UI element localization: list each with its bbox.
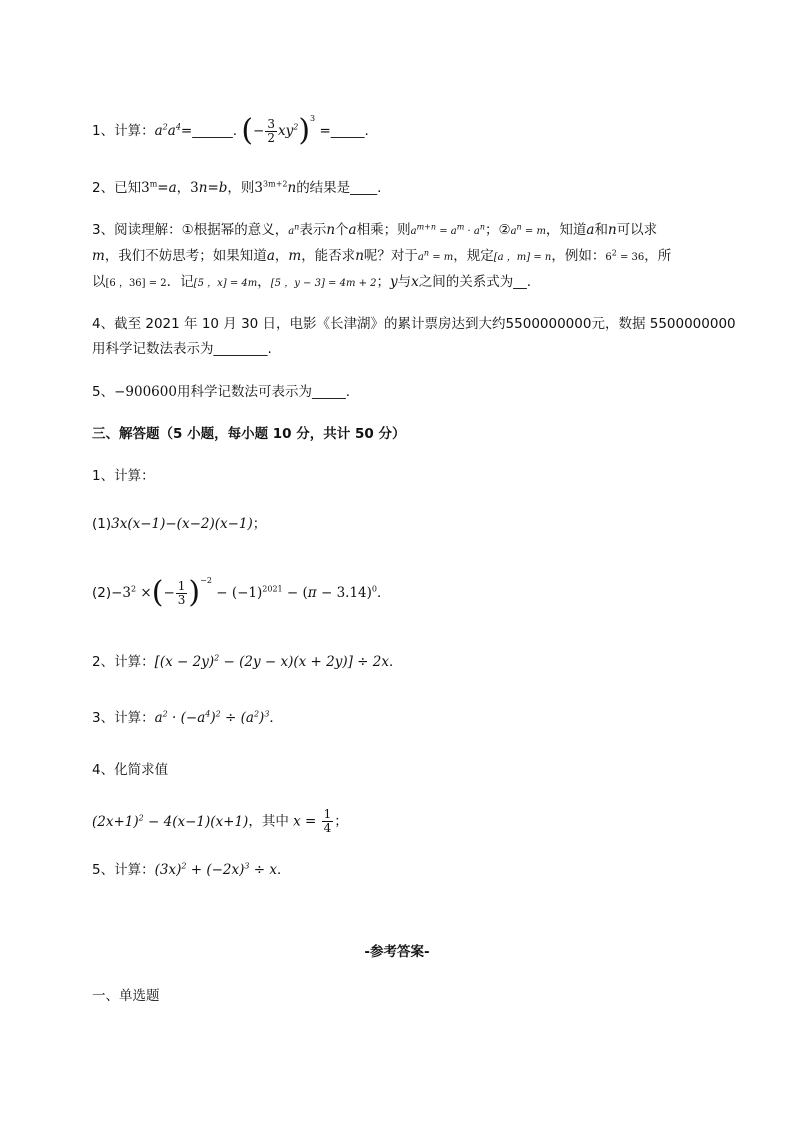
section-heading-solve: 三、解答题（5 小题，每小题 10 分，共计 50 分） [92,426,406,442]
solve-question-5: 5、计算：$(3x)^2 + (-2x)^3 \div x$． [92,861,291,878]
fill-question-4-line-1: 4、截至 2021 年 10 月 30 日，电影《长津湖》的累计票房达到大约5500000000元，数据 5500000000 [92,316,736,332]
fraction-3-2: $\frac{3}{2}$ [267,116,275,145]
solve-question-1-part-2: $(2)-3^2$ ×(− $\frac{1}{3}$ )$^{-2} - (-1)^{2021} - (\pi - 3.14)^0$． [92,575,391,610]
fill-question-3-line-2: m，我们不妨思考；如果知道a，m，能否求n呢？对于$a^n = m$，规定[a ，m] = n，例如：$6^2 = 36$，所 [92,248,672,264]
answers-title: -参考答案- [364,944,430,960]
solve-question-3: 3、计算：$a^2 \cdot (-a^4)^2 \div (a^2)^3$． [92,709,283,726]
fraction-1-3: $\frac{1}{3}$ [177,578,186,607]
answers-section-1: 一、单选题 [92,988,160,1004]
fill-question-1: 1、计算：$a^2a^4=\_\_\_\_\_\_$. (− $\frac{3}{2}$ $xy^2)^3$ =_____. [92,113,369,148]
solve-question-1-title: 1、计算： [92,468,155,484]
solve-question-4-expression: $(2x+1)^2 - 4(x-1)(x+1)$，其中 x = $\frac{1}{4}$ ； [92,807,348,835]
expr-a2a4: $a^2a^4$ [154,122,181,139]
fraction-1-4: $\frac{1}{4}$ [323,807,332,835]
fill-question-4-line-2: 用科学记数法表示为________. [92,341,272,357]
solve-question-2: 2、计算：$[(x - 2y)^2 - (2y - x)(x + 2y)] \div 2x$． [92,653,403,670]
fill-question-3-line-3: 以[6 ，36] = 2．记[5 ，x] = 4m，[5 ，y − 3] = 4m + 2；y与x之间的关系式为__. [92,274,532,290]
solve-question-4-title: 4、化简求值 [92,762,169,778]
fill-question-5: 5、−900600用科学记数法可表示为_____. [92,384,350,400]
fill-question-3-line-1: 3、阅读理解：①根据幂的意义，$a^n$表示n个a相乘；则$a^{m+n} = a^m \cdot a^n$；$②a^n = m$，知道a和n可以求 [92,222,658,238]
solve-question-1-part-1: (1)3x(x−1)−(x−2)(x−1)； [92,516,267,532]
fill-question-2: 2、已知$3^m=a$，3n=b，则$3^{3m+2}n$的结果是____. [92,179,382,196]
